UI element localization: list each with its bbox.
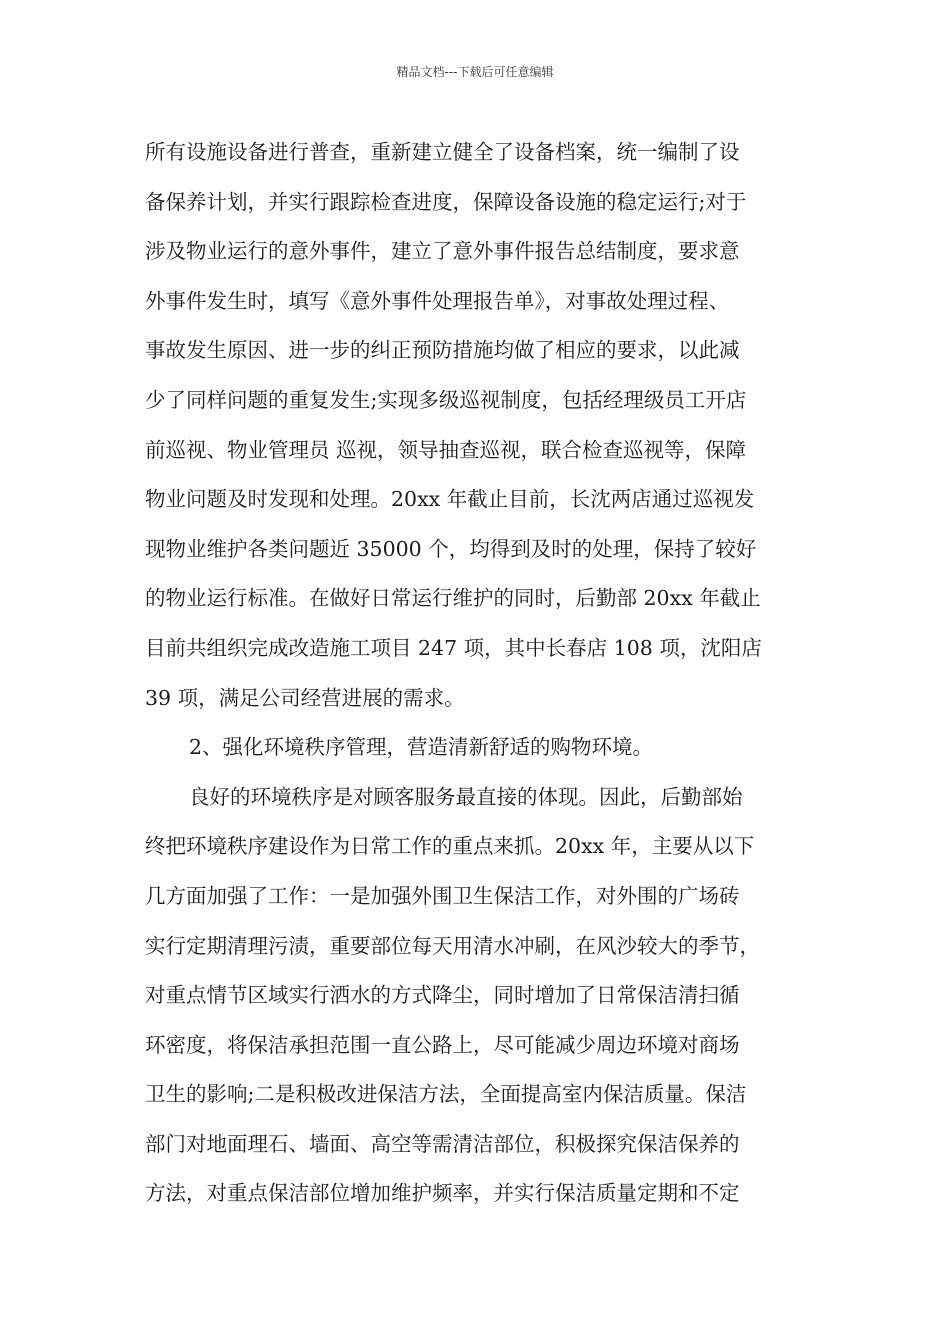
text-line: 39 项，满足公司经营进展的需求。 [145,685,465,710]
text-line: 物业问题及时发现和处理。20xx 年截止目前，长沈两店通过巡视发 [145,487,755,512]
text-line: 环密度，将保洁承担范围一直公路上，尽可能减少周边环境对商场 [145,1032,740,1057]
text-line: 方法，对重点保洁部位增加维护频率，并实行保洁质量定期和不定 [145,1181,740,1206]
text-line: 备保养计划，并实行跟踪检查进度，保障设备设施的稳定运行;对于 [145,189,747,214]
text-line: 所有设施设备进行普查，重新建立健全了设备档案，统一编制了设 [145,140,740,164]
section-heading: 2、强化环境秩序管理，营造清新舒适的购物环境。 [189,735,654,760]
text-line: 前巡视、物业管理员 巡视，领导抽查巡视，联合检查巡视等，保障 [145,437,747,462]
text-line: 现物业维护各类问题近 35000 个，均得到及时的处理，保持了较好 [145,536,757,561]
text-line: 实行定期清理污渍，重要部位每天用清水冲刷，在风沙较大的季节， [145,933,760,958]
text-line: 涉及物业运行的意外事件，建立了意外事件报告总结制度，要求意 [145,239,740,264]
paragraph-first-line: 良好的环境秩序是对顾客服务最直接的体现。因此，后勤部始 [189,784,743,809]
document-body [145,128,825,1219]
page-header: 精品文档---下载后可任意编辑 [396,65,554,79]
text-line: 几方面加强了工作：一是加强外围卫生保洁工作，对外围的广场砖 [145,883,740,908]
text-line: 的物业运行标准。在做好日常运行维护的同时，后勤部 20xx 年截止 [145,586,761,611]
text-line: 卫生的影响;二是积极改进保洁方法，全面提高室内保洁质量。保洁 [145,1082,747,1107]
text-line: 目前共组织完成改造施工项目 247 项，其中长春店 108 项，沈阳店 [145,635,762,660]
text-line: 外事件发生时，填写《意外事件处理报告单》，对事故处理过程、 [145,288,730,313]
text-line: 事故发生原因、进一步的纠正预防措施均做了相应的要求，以此减 [145,338,740,363]
text-line: 对重点情节区域实行洒水的方式降尘，同时增加了日常保洁清扫循 [145,983,740,1008]
text-line: 部门对地面理石、墙面、高空等需清洁部位，积极探究保洁保养的 [145,1131,740,1156]
text-line: 少了同样问题的重复发生;实现多级巡视制度，包括经理级员工开店 [145,387,747,412]
text-line: 终把环境秩序建设作为日常工作的重点来抓。20xx 年，主要从以下 [145,834,755,859]
